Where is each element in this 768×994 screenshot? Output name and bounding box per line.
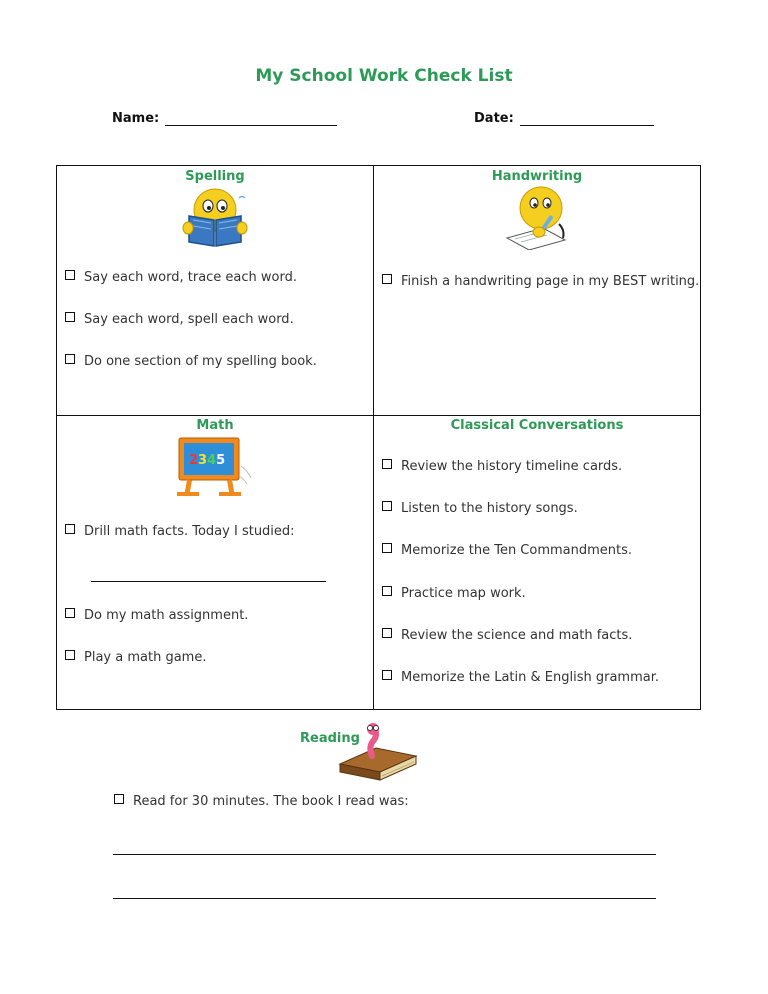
spelling-item[interactable]: Say each word, trace each word. — [65, 267, 297, 288]
chalkboard-digit: 5 — [216, 453, 226, 468]
classical-title: Classical Conversations — [450, 418, 624, 433]
checkbox[interactable] — [382, 274, 392, 284]
math-title: Math — [196, 418, 234, 433]
date-label: Date: — [474, 111, 514, 126]
classical-item[interactable]: Review the history timeline cards. — [382, 456, 622, 477]
checkbox[interactable] — [382, 586, 392, 596]
date-blank[interactable] — [520, 111, 654, 126]
handwriting-item[interactable]: Finish a handwriting page in my BEST writing. — [382, 271, 703, 292]
grid-divider-vertical — [373, 166, 374, 709]
classical-item[interactable]: Memorize the Ten Commandments. — [382, 540, 632, 561]
math-item[interactable]: Do my math assignment. — [65, 605, 248, 626]
subject-grid — [56, 165, 701, 710]
reading-smiley-icon — [181, 186, 251, 248]
classical-item[interactable]: Review the science and math facts. — [382, 625, 632, 646]
reading-blank-line[interactable] — [113, 853, 656, 855]
checkbox[interactable] — [114, 794, 124, 804]
chalkboard-digit: 4 — [207, 453, 217, 468]
reading-item[interactable]: Read for 30 minutes. The book I read was: — [114, 791, 409, 812]
spelling-item[interactable]: Do one section of my spelling book. — [65, 351, 317, 372]
math-item[interactable]: Play a math game. — [65, 647, 206, 668]
chalkboard-digit: 2 — [189, 453, 199, 468]
name-label: Name: — [112, 111, 160, 126]
name-field — [112, 111, 337, 126]
checkbox[interactable] — [65, 524, 75, 534]
checkbox[interactable] — [382, 501, 392, 511]
chalkboard-icon — [175, 436, 255, 500]
grid-divider-horizontal — [57, 415, 700, 416]
reading-blank-line[interactable] — [113, 897, 656, 899]
classical-item[interactable]: Practice map work. — [382, 583, 526, 604]
date-field — [474, 111, 654, 126]
checkbox[interactable] — [65, 354, 75, 364]
checkbox[interactable] — [65, 608, 75, 618]
spelling-item[interactable]: Say each word, spell each word. — [65, 309, 294, 330]
chalkboard-digit: 3 — [198, 453, 208, 468]
classical-item[interactable]: Memorize the Latin & English grammar. — [382, 667, 659, 688]
name-blank[interactable] — [165, 111, 337, 126]
bookworm-icon — [336, 722, 420, 784]
checkbox[interactable] — [382, 670, 392, 680]
checkbox[interactable] — [65, 312, 75, 322]
checkbox[interactable] — [382, 459, 392, 469]
checkbox[interactable] — [65, 270, 75, 280]
page-title: My School Work Check List — [255, 66, 513, 86]
reading-title: Reading — [300, 731, 360, 746]
classical-item[interactable]: Listen to the history songs. — [382, 498, 578, 519]
chalkboard-text — [189, 453, 225, 468]
writing-smiley-icon — [503, 184, 571, 250]
checkbox[interactable] — [382, 628, 392, 638]
math-studied-blank[interactable] — [91, 580, 326, 582]
spelling-title: Spelling — [185, 169, 245, 184]
handwriting-title: Handwriting — [491, 169, 583, 184]
math-item[interactable]: Drill math facts. Today I studied: — [65, 521, 295, 542]
checkbox[interactable] — [65, 650, 75, 660]
checkbox[interactable] — [382, 543, 392, 553]
